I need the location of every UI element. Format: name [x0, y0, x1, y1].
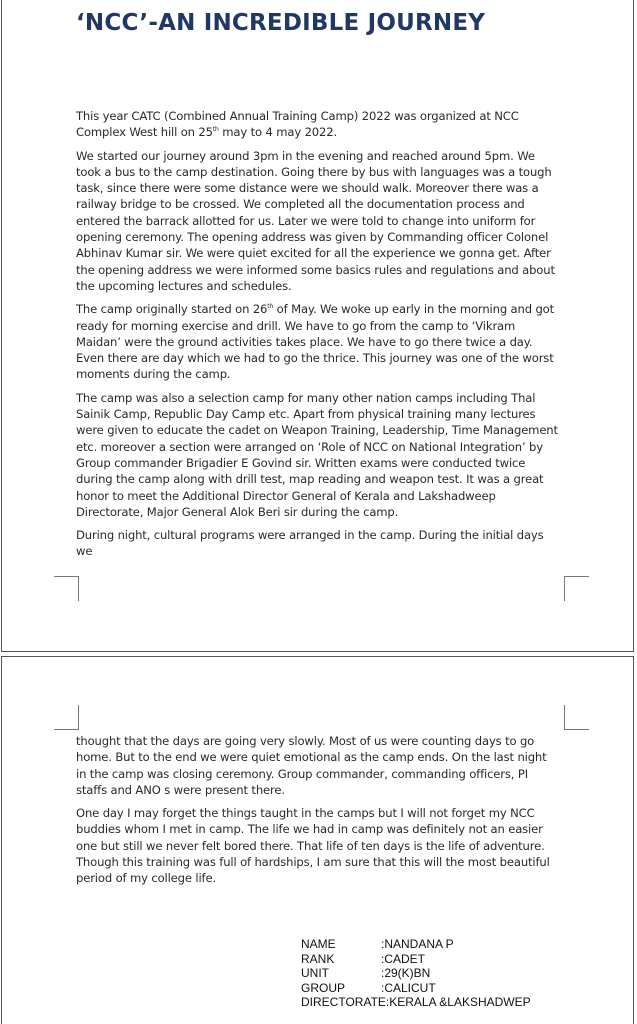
night-programs-paragraph-continued: thought that the days are going very slowly. Most of us were counting days to go home. But to the end we were quiet emotional as the camp ends. On the last night in the camp was closing ceremony. Group commander, commanding officers, PI staffs and ANO s were present there.	[76, 734, 547, 797]
directorate-label: DIRECTORATE	[301, 995, 386, 1010]
signature-name-row	[301, 937, 531, 952]
page-title: ‘NCC’-AN INCREDIBLE JOURNEY	[76, 10, 486, 36]
directorate-value: :KERALA &LAKSHADWEP	[385, 995, 531, 1010]
group-value: :CALICUT	[381, 980, 436, 995]
page-2	[1, 656, 634, 1024]
selection-camp-paragraph: The camp was also a selection camp for many other nation camps including Thal Sainik Camp, Republic Day Camp etc. Apart from physical training many lectures were given to educate the cadet on Weapon Training, Leadership, Time Management etc. moreover a section were arranged on ‘Role of NCC on National Integration’ by Group commander Brigadier E Govind sir. Written exams were conducted twice during the camp along with drill test, map reading and weapon test. It was a great honor to meet the Additional Director General of Kerala and Lakshadweep Directorate, Major General Alok Beri sir during the camp.	[76, 390, 558, 519]
camp-start-text-end: of May. We woke up early in the morning and got ready for morning exercise and drill. We have to go from the camp to ‘Vikram Maidan’ were the ground activities takes place. We have to go there twice a day. Even there are day which we had to go the thrice. This journey was one of the worst moments during the camp.	[76, 302, 555, 382]
article-body-page-2	[76, 733, 558, 894]
intro-text: This year CATC (Combined Annual Training Camp) 2022 was organized at NCC Complex West hill on 25	[76, 109, 519, 140]
camp-start-paragraph	[76, 301, 558, 382]
intro-superscript: th	[212, 126, 219, 134]
journey-paragraph: We started our journey around 3pm in the evening and reached around 5pm. We took a bus to the camp destination. Going there by bus with languages was a tough task, since there were some distance were we should walk. Moreover there was a railway bridge to be crossed. We completed all the documentation process and entered the barrack allotted for us. Later we were told to change into uniform for opening ceremony. The opening address was given by Commanding officer Colonel Abhinav Kumar sir. We were quiet excited for all the experience we gonna get. After the opening address we were informed some basics rules and regulations and about the upcoming lectures and schedules.	[76, 148, 555, 293]
intro-text-end: may to 4 may 2022.	[218, 125, 338, 140]
group-label: GROUP	[301, 980, 346, 995]
signature-group-row	[301, 981, 531, 996]
unit-label: UNIT	[301, 966, 329, 981]
crop-mark-bottom-right	[564, 576, 589, 601]
crop-mark-top-right	[564, 705, 589, 730]
signature-directorate-row	[301, 995, 531, 1010]
night-programs-paragraph-start: During night, cultural programs were arranged in the camp. During the initial days we	[76, 528, 544, 559]
crop-mark-top-left	[54, 705, 79, 730]
article-body-page-1	[76, 108, 558, 567]
signature-unit-row	[301, 966, 531, 981]
name-label: NAME	[301, 937, 336, 951]
page-1	[1, 0, 634, 652]
rank-label: RANK	[301, 951, 335, 966]
signature-block	[301, 937, 531, 1010]
signature-rank-row	[301, 952, 531, 967]
intro-paragraph	[76, 108, 558, 141]
camp-start-superscript: th	[267, 303, 274, 311]
crop-mark-bottom-left	[54, 576, 79, 601]
closing-paragraph: One day I may forget the things taught in the camps but I will not forget my NCC buddies whom I met in camp. The life we had in camp was definitely not an easier one but still we never felt bored there. That life of ten days is the life of adventure. Though this training was full of hardships, I am sure that this will the most beautiful period of my college life.	[76, 806, 550, 886]
unit-value: :29(K)BN	[381, 966, 431, 981]
camp-start-text: The camp originally started on 26	[76, 302, 268, 317]
rank-value: :CADET	[381, 951, 426, 966]
name-value: :NANDANA P	[381, 937, 454, 951]
